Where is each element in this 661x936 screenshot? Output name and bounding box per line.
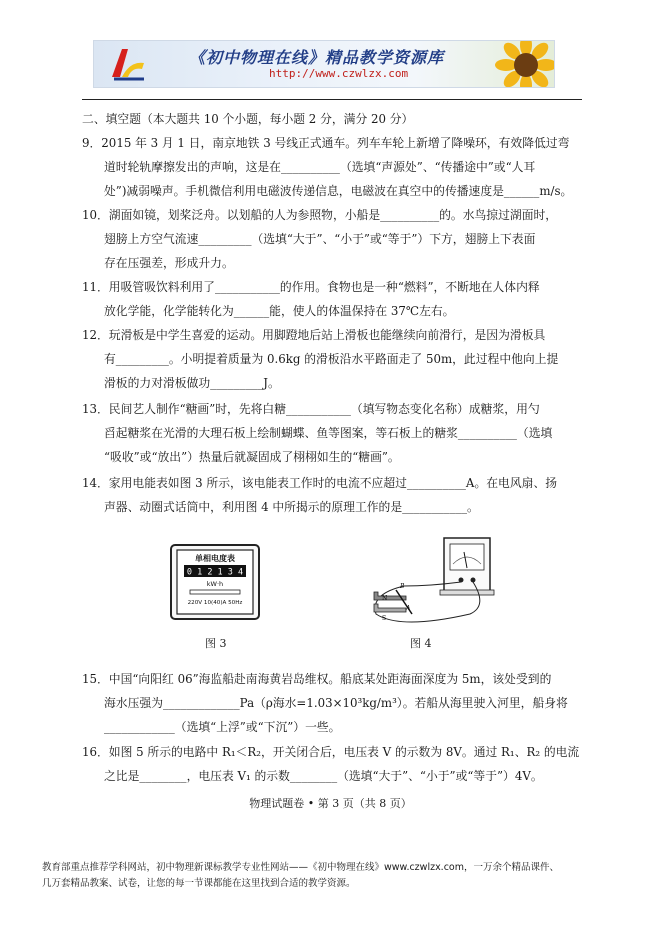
meter-title: 单相电度表 [195, 554, 235, 563]
question-9-line-2: 道时轮轨摩擦发出的声响，这是在__________（选填“声源处”、“传播途中”或“人耳 [104, 160, 536, 174]
question-15-line-3: ____________（选填“上浮”或“下沉”）一些。 [104, 720, 341, 734]
question-11-line-1: 11．用吸管吸饮料利用了___________的作用。食物也是一种“燃料”，不断地在人体内释 [82, 280, 540, 294]
page-footer: 物理试题卷 • 第 3 页（共 8 页） [249, 797, 412, 810]
header-divider [82, 99, 582, 100]
header-banner [93, 40, 555, 88]
figure-4-caption: 图 4 [410, 637, 432, 650]
question-12-line-3: 滑板的力对滑板做功_________J。 [104, 376, 280, 390]
question-10-line-2: 翅膀上方空气流速_________（选填“大于”、“小于”或“等于”）下方，翅膀上下表面 [104, 232, 536, 246]
ad-line-1: 教育部重点推荐学科网站，初中物理新课标教学专业性网站——《初中物理在线》www.czwlzx.com，一万余个精品课件、 [42, 862, 559, 873]
question-9-line-3: 处”)减弱噪声。手机微信利用电磁波传递信息，电磁波在真空中的传播速度是______m/s。 [104, 184, 573, 198]
question-12-line-2: 有_________。小明提着质量为 0.6kg 的滑板沿水平路面走了 50m，此过程中他向上提 [104, 352, 559, 366]
meter-reading: 0 1 2 1 3 4 [186, 567, 244, 578]
question-10-line-1: 10．湖面如镜，划桨泛舟。以划船的人为参照物，小船是__________的。水鸟掠过湖面时， [82, 208, 558, 222]
sunflower-icon [494, 40, 555, 88]
question-9-line-1: 9．2015 年 3 月 1 日，南京地铁 3 号线正式通车。列车车轮上新增了降噪环，有效降低过弯 [82, 136, 570, 150]
question-15-line-2: 海水压强为_____________Pa（ρ海水=1.03×10³kg/m³）。若船从海里驶入河里，船身将 [104, 696, 568, 710]
banner-url[interactable]: http://www.czwlzx.com [269, 67, 409, 80]
meter-unit: kW·h [206, 580, 224, 588]
question-16-line-2: 之比是________，电压表 V₁ 的示数________（选填“大于”、“小于”或“等于”）4V。 [104, 769, 543, 783]
question-11-line-2: 放化学能，化学能转化为______能，使人的体温保持在 37℃左右。 [104, 304, 455, 318]
banner-title: 《初中物理在线》精品教学资源库 [189, 48, 445, 67]
question-12-line-1: 12．玩滑板是中学生喜爱的运动。用脚蹬地后站上滑板也能继续向前滑行，是因为滑板具 [82, 328, 546, 342]
question-14-line-1: 14．家用电能表如图 3 所示，该电能表工作时的电流不应超过__________A。在电风扇、扬 [82, 476, 558, 490]
question-15-line-1: 15．中国“向阳红 06”海监船赴南海黄岩岛维权。船底某处距海面深度为 5m，该处受到的 [82, 672, 552, 686]
site-logo-icon [108, 47, 148, 81]
label-a: A [406, 605, 411, 612]
ad-line-2: 几万套精品教案、试卷，让您的每一节课都能在这里找到合适的教学资源。 [42, 878, 356, 889]
question-10-line-3: 存在压强差，形成升力。 [104, 256, 234, 270]
question-13-line-2: 舀起糖浆在光滑的大理石板上绘制蝴蝶、鱼等图案，等石板上的糖浆__________（选填 [104, 426, 553, 440]
figure-3-caption: 图 3 [205, 637, 227, 650]
figure-3-meter [170, 544, 260, 620]
question-13-line-3: “吸收”或“放出”）热量后就凝固成了栩栩如生的“糖画”。 [104, 450, 400, 464]
label-b: B [400, 583, 405, 590]
label-n: N [382, 595, 388, 602]
figure-4-apparatus [360, 534, 500, 630]
question-14-line-2: 声器、动圈式话筒中，利用图 4 中所揭示的原理工作的是___________。 [104, 500, 479, 514]
question-16-line-1: 16．如图 5 所示的电路中 R₁＜R₂，开关闭合后，电压表 V 的示数为 8V。通过 R₁、R₂ 的电流 [82, 745, 580, 759]
meter-spec: 220V 10(40)A 50Hz [187, 600, 243, 606]
section-heading: 二、填空题（本大题共 10 个小题，每小题 2 分，满分 20 分） [82, 112, 414, 126]
label-s: S [382, 615, 387, 622]
question-13-line-1: 13．民间艺人制作“糖画”时，先将白糖___________（填写物态变化名称）成糖浆，用勺 [82, 402, 540, 416]
